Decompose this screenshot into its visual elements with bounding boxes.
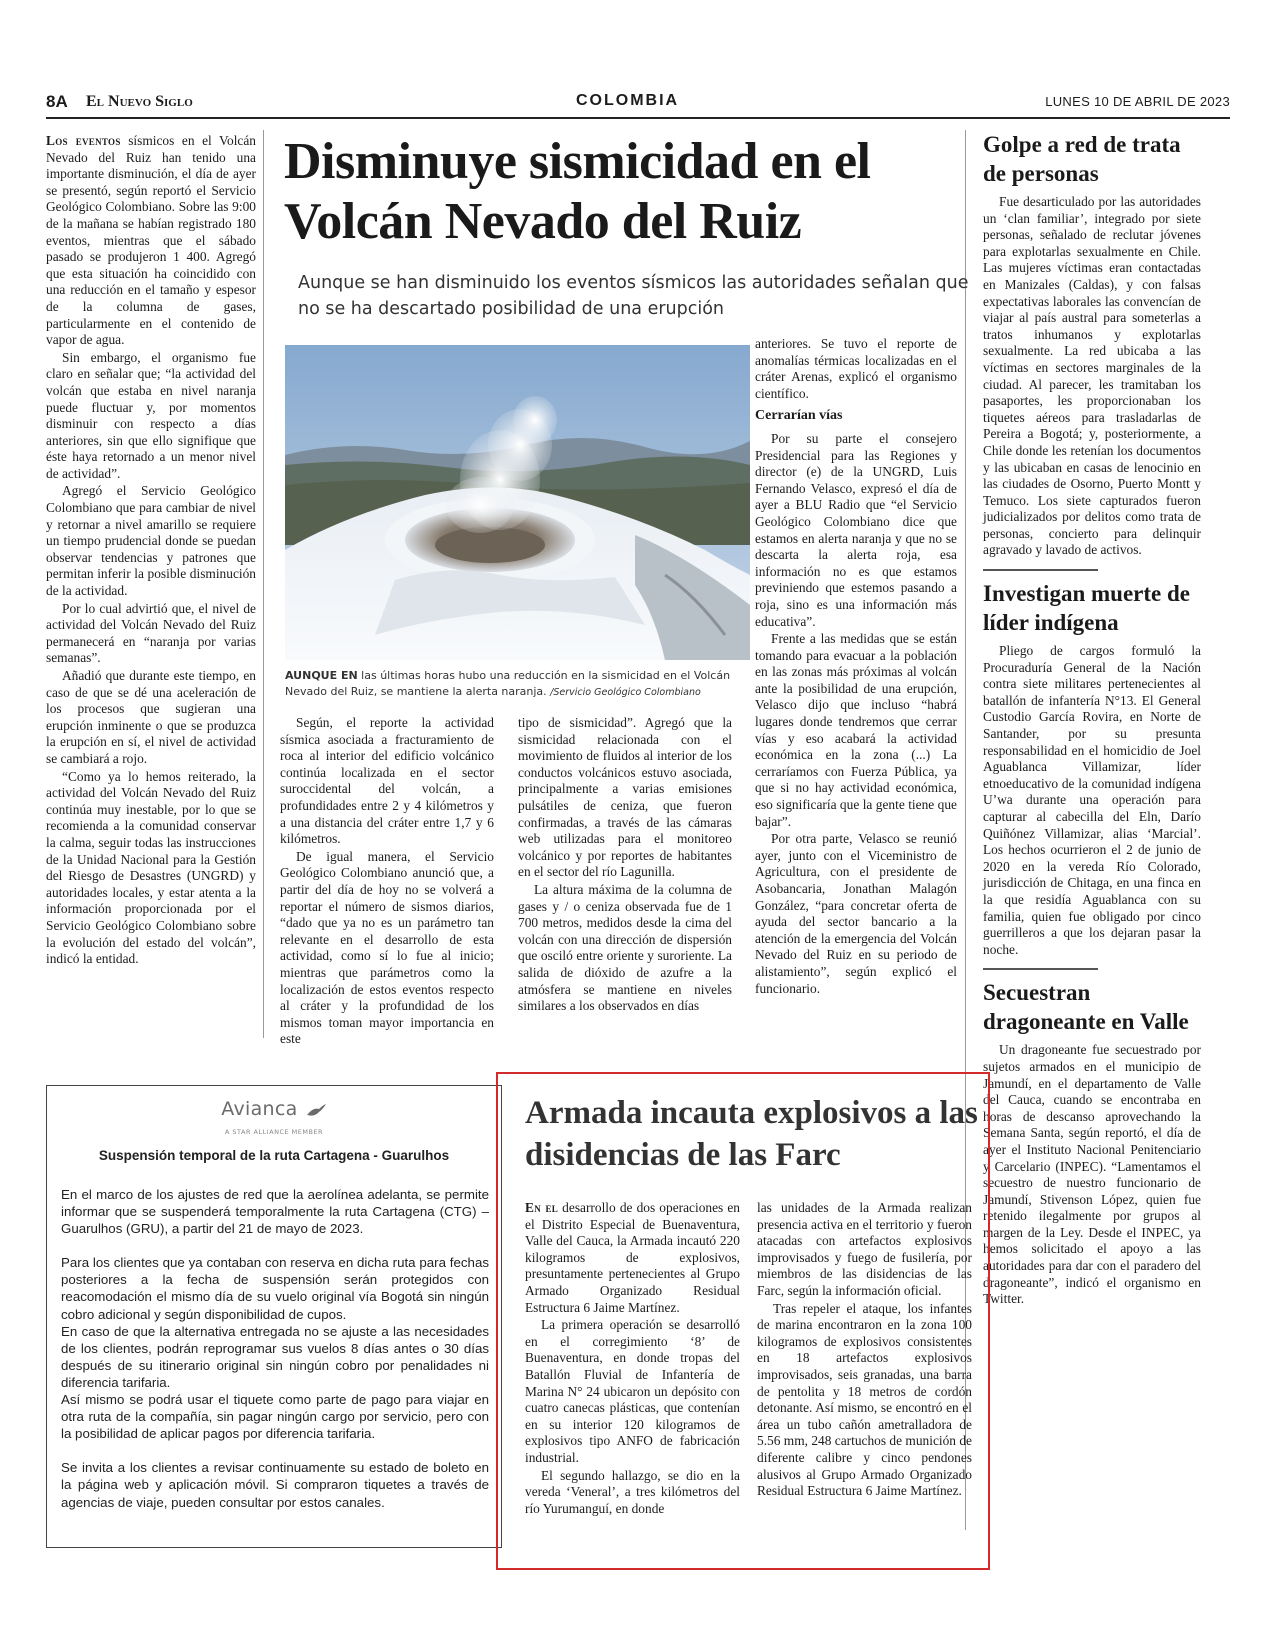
paragraph: De igual manera, el Servicio Geológico Colombiano anunció que, a partir del día de hoy no se volverá a reportar el número de sismos diarios, “dado que ya no es un parámetro tan relevante en el desarrollo de esta actividad, como sí lo fue al inicio; mientras que parámetros como la localización de estos eventos respecto al cráter y la profundidad de los mismos toman mayor importancia en este [280, 848, 494, 1047]
paragraph: Se invita a los clientes a revisar continuamente su estado de boleto en la página web y aplicación móvil. Si compraron tiquetes a través de agencias de viaje, pueden consultar por estos canales. [61, 1460, 489, 1510]
paragraph: Fue desarticulado por las autoridades un ‘clan familiar’, integrado por siete personas, señalado de reclutar jóvenes para explotarlas sexualmente en Chile. Las mujeres víctimas eran contactadas en Manizales (Caldas), y con falsas expectativas laborales las convencían de viajar al país austral para someterlas a tratos inhumanos y explotarlas sexualmente. La red ubicaba a las víctimas en sectores marginales de la ciudad. Al parecer, les tramitaban los pasaportes, les proporcionaban los tiquetes aéreos para trasladarlas de Pereira a Bogotá; y, posteriormente, a Chile donde les retenían los documentos y las ubicaban en casas de lenocinio en las ciudades de Osorno, Puerto Montt y Temuco. Los siete capturados fueron judicializados por delitos como trata de personas, concierto para delinquir agravado y lavado de activos. [983, 194, 1201, 558]
ad-tagline: A STAR ALLIANCE MEMBER [224, 1128, 324, 1136]
section-name: COLOMBIA [576, 92, 680, 109]
main-story-column-4 [755, 336, 957, 998]
side-story-body [983, 643, 1201, 958]
caption-text: las últimas horas hubo una reducción en la sismicidad en el Volcán Nevado del Ruiz, se mantiene la alerta naranja. [285, 669, 731, 698]
main-story-column-2 [280, 715, 494, 1049]
side-story-headline: Golpe a red de trata de personas [983, 132, 1181, 186]
main-story-column-1 [46, 133, 256, 969]
subheading: Cerrarían vías [755, 408, 843, 424]
caption-lead: AUNQUE EN [285, 669, 358, 682]
paragraph: Por otra parte, Velasco se reunió ayer, junto con el Viceministro de Agricultura, con el presidente de Asobancaria, Jonathan Malagón González, “para concretar oferta de ayuda del sector bancario a la atención de la emergencia del Volcán Nevado del Ruiz en su periodo de alistamiento”, según explicó el funcionario. [755, 831, 957, 996]
paragraph: las unidades de la Armada realizan presencia activa en el territorio y fueron atacadas con artefactos explosivos improvisados y fuego de fusilería, por miembros de las disidencias de las Farc, según la información oficial. [757, 1200, 972, 1298]
paragraph: Pliego de cargos formuló la Procuraduría General de la Nación contra siete militares pertenecientes al batallón de infantería N°13. El General Custodio García Rovira, en Norte de Santander, por su presunta responsabilidad en el homicidio de Joel Aguablanca Villamizar, líder etnoeducativo de la comunidad indígena U’wa durante una operación para capturar al cabecilla del Eln, Darío Quiñónez Villamizar, alias ‘Marcial’. Los hechos ocurrieron el 2 de junio de 2020 en la vereda Río Colorado, jurisdicción de Chitaga, en una finca en la que residía Aguablanca con su familia, quien fue obligado por cinco guerrilleros a que los dejaran pasar la noche. [983, 643, 1201, 957]
story-divider [983, 968, 1098, 970]
paragraph: anteriores. Se tuvo el reporte de anomalías térmicas localizadas en el cráter Arenas, explicó el organismo científico. [755, 336, 957, 401]
side-story-headline: Investigan muerte de líder indígena [983, 581, 1190, 636]
paragraph-text: sísmicos en el Volcán Nevado del Ruiz han tenido una importante disminución, el día de ayer se presentó, según reportó el Servicio Geológico Colombiano. Sobre las 9:00 de la mañana se habían registrado 180 eventos, mientras que el sábado pasado se produjeron 1 400. Agregó que esta situación ha coincidido con una reducción en el tamaño y espesor de la columna de gases, particularmente en el contenido de vapor de agua. [46, 133, 257, 348]
paragraph: En caso de que la alternativa entregada no se ajuste a las necesidades de los clientes, podrán reprogramar sus vuelos 8 días antes o 30 días después de su itinerario original sin ningún cobro por penalidades ni diferencia tarifaria. [61, 1323, 489, 1390]
volcano-photo-illustration [285, 345, 750, 660]
paragraph: Según, el reporte la actividad sísmica asociada a fracturamiento de roca al interior del edificio volcánico continúa localizada en el sector suroccidental del volcán, a profundidades entre 2 y 4 kilómetros y a una distancia del cráter entre 1,7 y 6 kilómetros. [280, 715, 494, 847]
paragraph: Por su parte el consejero Presidencial para las Regiones y director (e) de la UNGRD, Luis Fernando Velasco, expresó el día de ayer a BLU Radio que “el Servicio Geológico Colombiano dice que estamos en alerta naranja y que no se descarta la alerta roja, esa información no es que estamos previniendo que estemos pasando a roja, sino es una información más educativa”. [755, 430, 957, 629]
ad-title: Suspensión temporal de la ruta Cartagena - Guarulhos [98, 1148, 450, 1163]
newspaper-name: El Nuevo Siglo [86, 93, 193, 110]
side-story-trafficking [983, 130, 1201, 559]
paragraph-text: desarrollo de dos operaciones en el Distrito Especial de Buenaventura, Valle del Cauca, la Armada incautó 220 kilogramos de explosivos, presuntamente pertenecientes al Grupo Armado Organizado Residual Estructura 6 Jaime Martínez. [525, 1200, 740, 1315]
paragraph: La altura máxima de la columna de gases y / o ceniza observada fue de 1 700 metros, medidos desde la cima del volcán con una dirección de dispersión que osciló entre oriente y suroriente. La salida de dióxido de azufre a la atmósfera se mantiene en niveles similares a los observados en días [518, 881, 732, 1014]
main-deck: Aunque se han disminuido los eventos sísmicos las autoridades señalan que no se ha descartado posibilidad de una erupción [298, 273, 969, 319]
side-story-kidnapping [983, 978, 1201, 1308]
paragraph [525, 1200, 740, 1316]
armada-story-column-2 [757, 1200, 972, 1501]
page-header [46, 92, 1230, 114]
paragraph: Un dragoneante fue secuestrado por sujetos armados en el municipio de Jamundí, en el departamento de Valle del Cauca, cuando se encontraba en horas de descanso aprovechando la Semana Santa, según reportó, el día de ayer el Instituto Nacional Penitenciario y Carcelario (INPEC). “Lamentamos el secuestro de nuestro funcionario de Jamundí, Stivenson López, quien fue retenido ilegalmente por grupos al margen de la Ley. Desde el INPEC, ya hemos solicitado el apoyo a las autoridades para dar con el paradero del dragoneante”, indicó el organismo en Twitter. [983, 1042, 1201, 1307]
paragraph: “Como ya lo hemos reiterado, la actividad del Volcán Nevado del Ruiz continúa muy inestable, por lo que se recomienda a la comunidad conservar la calma, seguir todas las instrucciones de la Unidad Nacional para la Gestión del Riesgo de Desastres (UNGRD) y autoridades locales, y estar atenta a la información proporcionada por el Servicio Geológico Colombiano sobre la evolución del estado del volcán”, indicó la entidad. [46, 768, 256, 967]
brand-name: Avianca [221, 1098, 298, 1120]
paragraph: Sin embargo, el organismo fue claro en señalar que; “la actividad del volcán que estaba en nivel naranja puede fluctuar y, por momentos disminuir con respecto a días anteriores, sin que ello signifique que éste haya retornado a un menor nivel de actividad”. [46, 349, 256, 481]
page-number: 8A [46, 92, 68, 111]
armada-headline: Armada incauta explosivos a las disidencias de las Farc [525, 1095, 978, 1173]
paragraph: En el marco de los ajustes de red que la aerolínea adelanta, se permite informar que se suspenderá temporalmente la ruta Cartagena (CTG) – Guarulhos (GRU), a partir del 21 de mayo de 2023. [61, 1187, 489, 1237]
avianca-logo [47, 1098, 501, 1120]
side-story-body [983, 1042, 1201, 1308]
main-headline: Disminuye sismicidad en el Volcán Nevado del Ruiz [284, 133, 871, 250]
paragraph: Agregó el Servicio Geológico Colombiano que para cambiar de nivel y retornar a nivel amarillo se requiere un tiempo prudencial donde se puedan observar tendencias y patrones que permitan inferir la posible disminución de la actividad. [46, 483, 256, 599]
paragraph: Para los clientes que ya contaban con reserva en dicha ruta para fechas posteriores a la fecha de suspensión serán protegidos con reacomodación el mismo día de su vuelo original vía Bogotá sin ningún cobro adicional y según disponibilidad de cupos. [61, 1255, 489, 1322]
paragraph: Así mismo se podrá usar el tiquete como parte de pago para viajar en otra ruta de la compañía, sin pagar ningún cargo por servicio, pero con la posibilidad de aplicar pagos por diferencia tarifaria. [61, 1392, 489, 1442]
side-story-headline: Secuestran dragoneante en Valle [983, 980, 1189, 1035]
paragraph: Frente a las medidas que se están tomando para evacuar a la población en las zonas más próximas al volcán ante la posibilidad de una erupción, Velasco dijo que incluso “habrá lugares donde tendremos que cerrar vías y eso acabará la actividad económica en la zona (...) La cerraríamos con Fuerza Pública, ya que si no hay actividad económica, eso significaría que la gente tiene que bajar”. [755, 631, 957, 829]
side-story-indigenous-leader [983, 579, 1201, 958]
paragraph: El segundo hallazgo, se dio en la vereda ‘Veneral’, a tres kilómetros del río Yurumanguí, en donde [525, 1467, 740, 1516]
lead-in: En el [525, 1200, 559, 1215]
lead-in: Los eventos [46, 133, 121, 148]
paragraph [46, 133, 256, 349]
side-stories-column [983, 130, 1201, 1309]
issue-date: LUNES 10 DE ABRIL DE 2023 [1045, 94, 1230, 109]
photo-caption [285, 668, 755, 701]
paragraph: Por lo cual advirtió que, el nivel de actividad del Volcán Nevado del Ruiz permanecerá en “naranja por varias semanas”. [46, 600, 256, 666]
photo-credit: /Servicio Geológico Colombiano [550, 687, 701, 698]
avianca-advertisement [46, 1085, 502, 1548]
paragraph: Tras repeler el ataque, los infantes de marina encontraron en la zona 100 kilogramos de explosivos consistentes en 18 artefactos explosivos improvisados, seis granadas, una barra de pentolita y 18 metros de cordón detonante. Así mismo, se encontró en el área un tubo cañón ametralladora de 5.56 mm, 248 cartuchos de munición de diferente calibre y cinco pendones alusivos al Grupo Armado Organizado Residual Estructura 6 Jaime Martínez. [757, 1300, 972, 1499]
paragraph: La primera operación se desarrolló en el corregimiento ‘8’ de Buenaventura, en donde tropas del Batallón Fluvial de Infantería de Marina N° 24 ubicaron un depósito con cuatro canecas plásticas, que contenían en su interior 120 kilogramos de explosivos tipo ANFO de fabricación industrial. [525, 1317, 740, 1465]
armada-story-column-1 [525, 1200, 740, 1518]
bird-icon [305, 1103, 327, 1119]
ad-body [61, 1186, 489, 1528]
paragraph: Añadió que durante este tiempo, en caso de que se dé una aceleración de los procesos que sugieran una erupción inminente o que se produzca la erupción en sí, el nivel de actividad se cambiará a rojo. [46, 668, 256, 766]
paragraph: tipo de sismicidad”. Agregó que la sismicidad relacionada con el movimiento de fluidos al interior de los conductos volcánicos estuvo asociada, principalmente a varias emisiones pulsátiles de ceniza, que fueron confirmadas, a través de las cámaras web utilizadas para el monitoreo volcánico y por reportes de habitantes en el sector del río Lagunilla. [518, 715, 732, 880]
column-divider [263, 130, 264, 1038]
main-story-column-3 [518, 715, 732, 1016]
story-divider [983, 569, 1098, 571]
header-rule [46, 117, 1230, 119]
volcano-photo [285, 345, 750, 660]
side-story-body [983, 194, 1201, 559]
